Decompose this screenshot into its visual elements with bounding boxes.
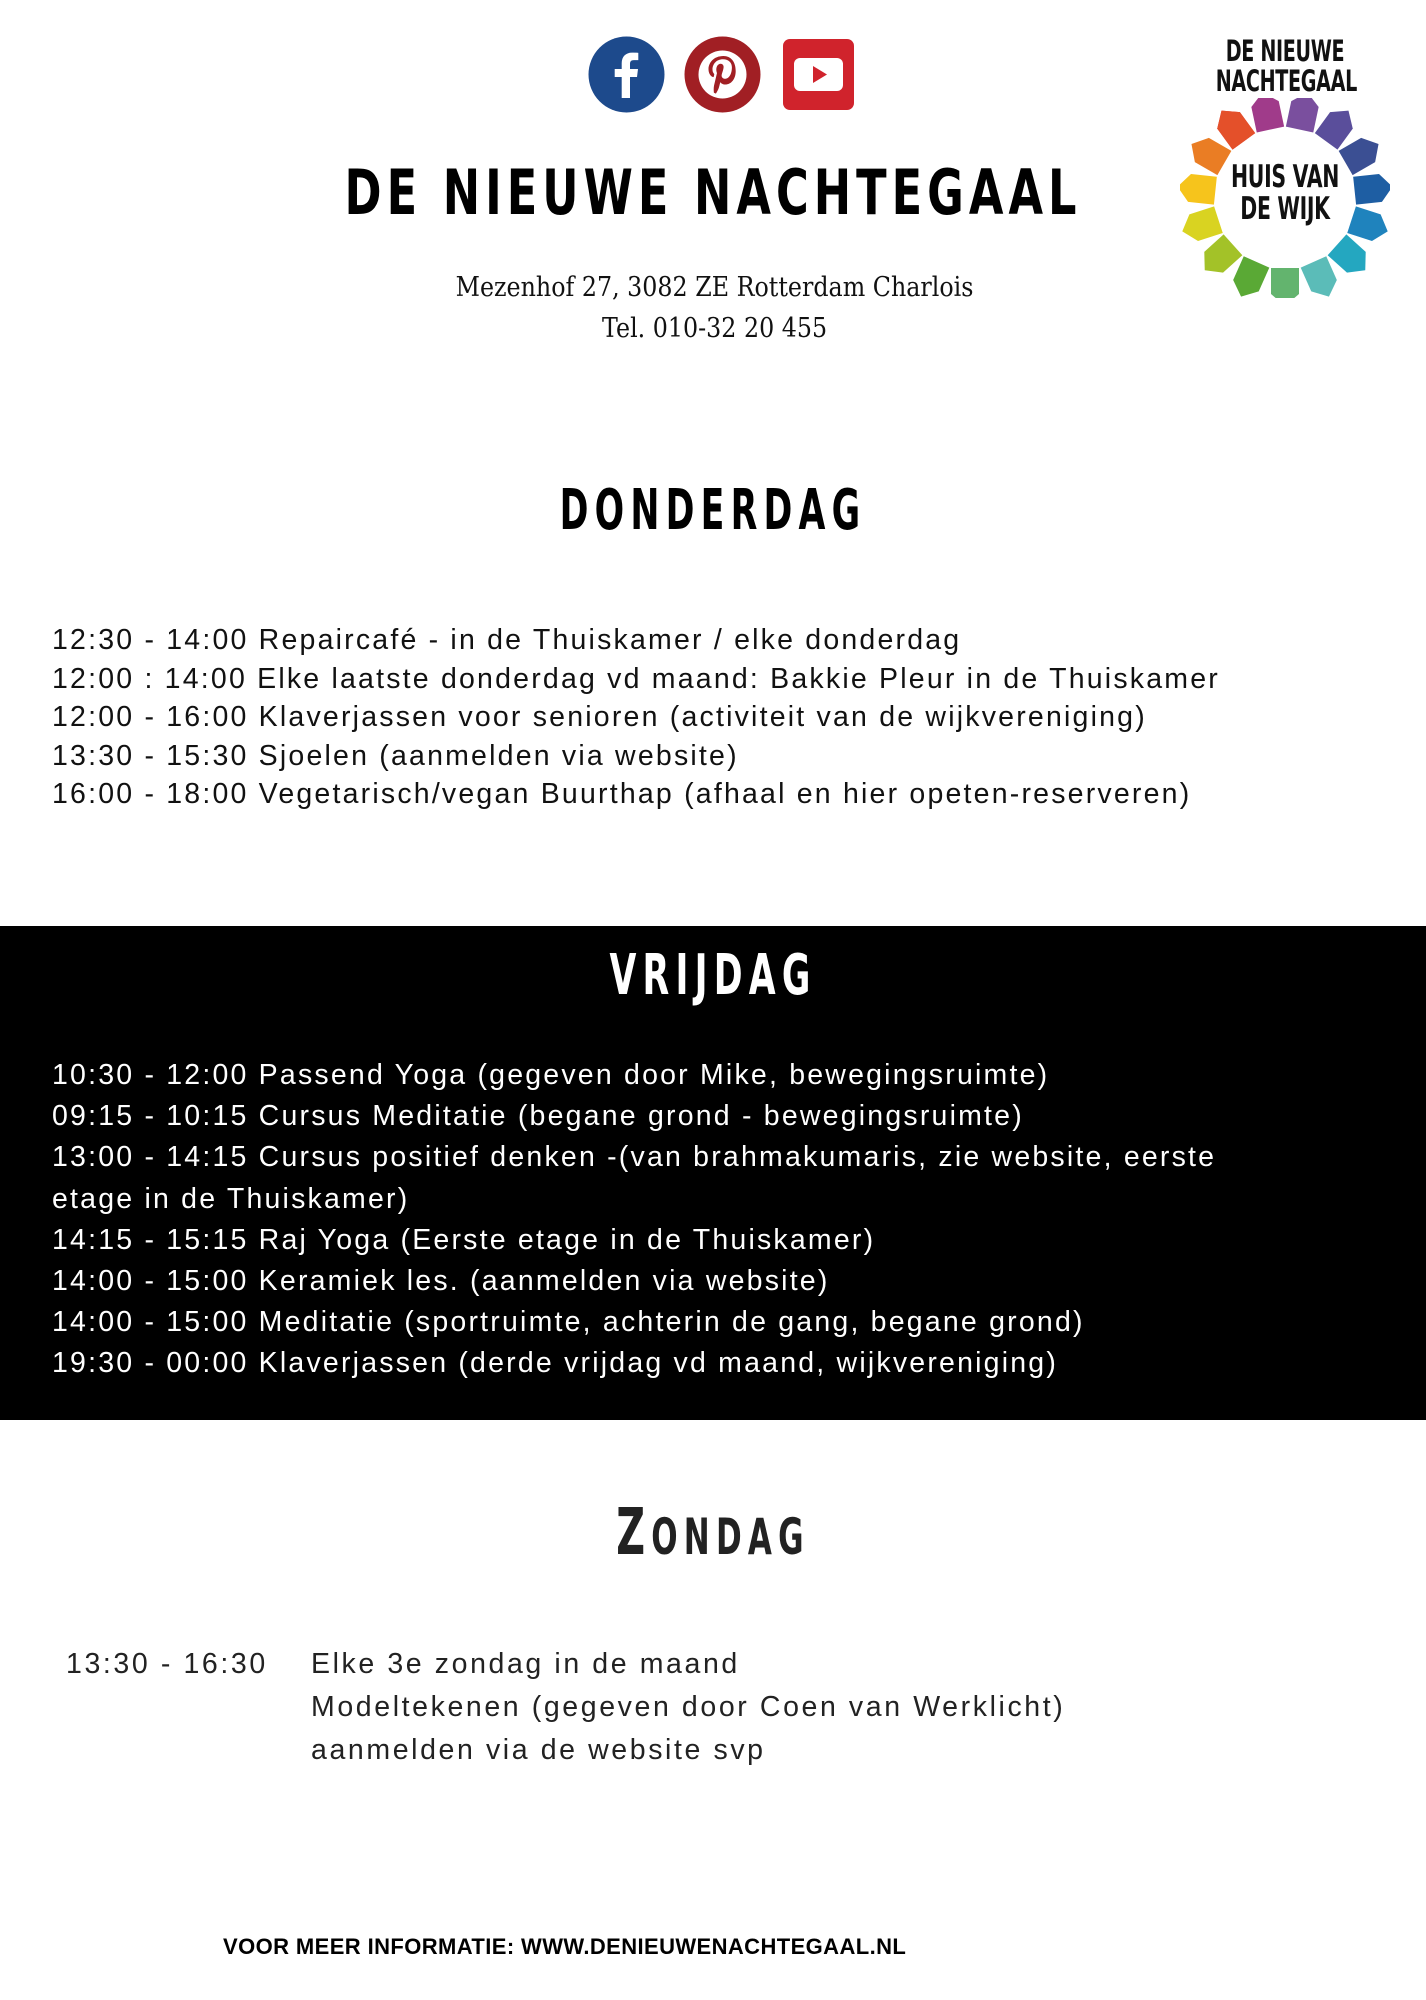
- section-heading-donderdag: DONDERDAG: [559, 478, 867, 543]
- section-heading-vrijdag: VRIJDAG: [609, 943, 817, 1008]
- youtube-icon: [780, 36, 857, 113]
- youtube-link[interactable]: [780, 36, 857, 113]
- heading-initial: Z: [616, 1496, 652, 1570]
- schedule-item: 19:30 - 00:00 Klaverjassen (derde vrijdag vd maand, wijkvereniging): [52, 1347, 1059, 1380]
- heading-rest: ONDAG: [651, 1508, 810, 1566]
- schedule-item: 14:00 - 15:00 Meditatie (sportruimte, achterin de gang, begane grond): [52, 1306, 1085, 1339]
- logo-text-line2: NACHTEGAAL: [1215, 64, 1357, 98]
- pinterest-icon: [684, 36, 761, 113]
- schedule-item: 12:00 - 16:00 Klaverjassen voor senioren (activiteit van de wijkvereniging): [52, 701, 1147, 733]
- huis-van-de-wijk-logo: [1180, 34, 1390, 299]
- social-links: [588, 36, 857, 113]
- page-title: DE NIEUWE NACHTEGAAL: [344, 156, 1082, 229]
- facebook-icon: [588, 36, 665, 113]
- schedule-time: 13:30 - 16:30: [66, 1648, 268, 1680]
- schedule-item: 12:30 - 14:00 Repaircafé - in de Thuiskamer / elke donderdag: [52, 624, 962, 656]
- vrijdag-schedule: [52, 1055, 1216, 1385]
- facebook-link[interactable]: [588, 36, 665, 113]
- schedule-item: 12:00 : 14:00 Elke laatste donderdag vd maand: Bakkie Pleur in de Thuiskamer: [52, 662, 1220, 695]
- phone-number: Tel. 010-32 20 455: [602, 313, 828, 344]
- donderdag-schedule: [52, 621, 1220, 814]
- logo-inner-line2: DE WIJK: [1240, 191, 1330, 227]
- schedule-item: 13:00 - 14:15 Cursus positief denken -(van brahmakumaris, zie website, eerste: [52, 1141, 1217, 1174]
- section-heading-zondag: [271, 1496, 1155, 1570]
- schedule-item: Elke 3e zondag in de maand: [311, 1648, 740, 1680]
- schedule-item: 14:15 - 15:15 Raj Yoga (Eerste etage in de Thuiskamer): [52, 1223, 876, 1256]
- schedule-item: 14:00 - 15:00 Keramiek les. (aanmelden via website): [52, 1264, 830, 1297]
- schedule-item: Modeltekenen (gegeven door Coen van Werklicht): [311, 1691, 1066, 1723]
- logo-text-line1: DE NIEUWE: [1225, 34, 1345, 68]
- schedule-item: aanmelden via de website svp: [311, 1734, 766, 1766]
- pinterest-link[interactable]: [684, 36, 761, 113]
- schedule-item-continued: etage in de Thuiskamer): [52, 1182, 410, 1215]
- schedule-item: 13:30 - 15:30 Sjoelen (aanmelden via website): [52, 739, 739, 772]
- schedule-item: 09:15 - 10:15 Cursus Meditatie (begane grond - bewegingsruimte): [52, 1100, 1024, 1133]
- logo-inner-line1: HUIS VAN: [1231, 159, 1339, 195]
- schedule-item: 10:30 - 12:00 Passend Yoga (gegeven door Mike, bewegingsruimte): [52, 1059, 1050, 1091]
- address: Mezenhof 27, 3082 ZE Rotterdam Charlois: [455, 272, 974, 303]
- schedule-item: 16:00 - 18:00 Vegetarisch/vegan Buurthap (afhaal en hier opeten-reserveren): [52, 778, 1192, 810]
- website-link[interactable]: VOOR MEER INFORMATIE: WWW.DENIEUWENACHTEGAAL.NL: [223, 1934, 907, 1959]
